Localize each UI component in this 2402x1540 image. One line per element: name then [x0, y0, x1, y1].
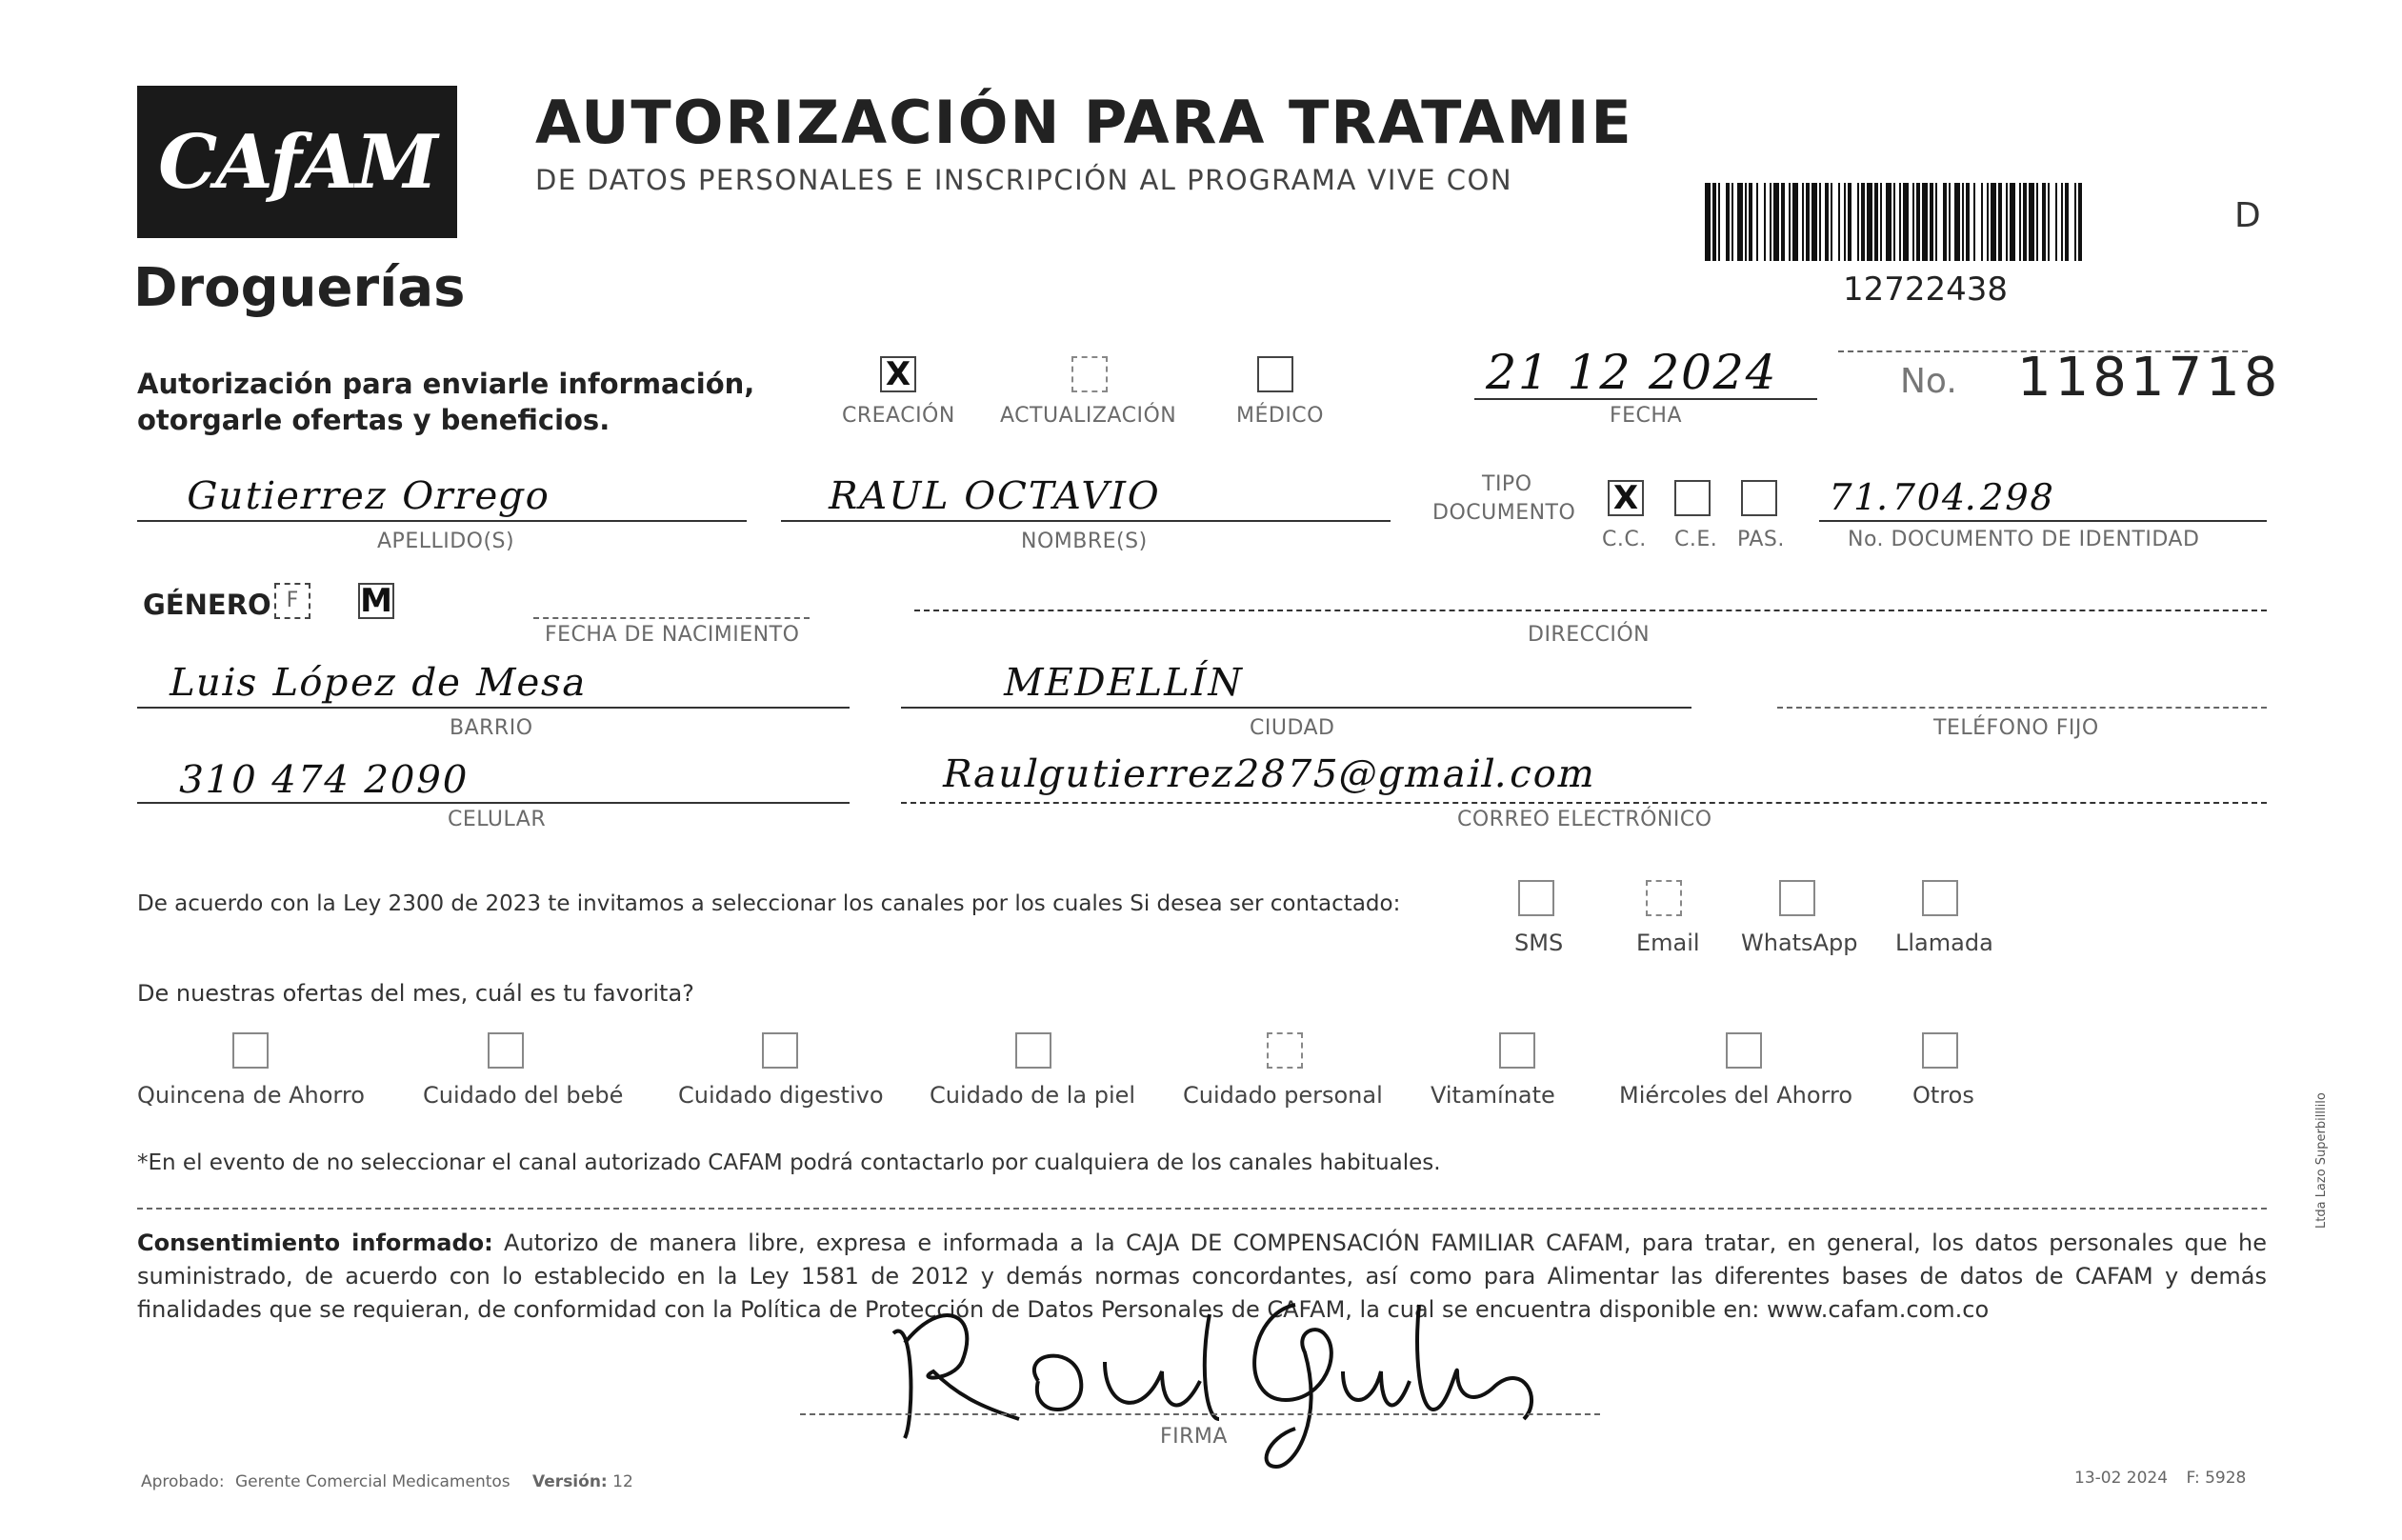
pas-label: PAS.: [1737, 528, 1785, 551]
checkbox-actualizacion[interactable]: [1071, 356, 1108, 392]
barcode-bar: [1802, 183, 1804, 261]
barcode-bar: [1705, 183, 1711, 261]
gender-label: GÉNERO: [143, 589, 271, 621]
footer-form-code: F: 5928: [2186, 1469, 2247, 1488]
ciudad-label: CIUDAD: [1250, 716, 1335, 740]
barcode-bar: [1916, 183, 1920, 261]
form-code-footer: [2074, 1469, 2246, 1488]
barcode-bar: [1880, 183, 1882, 261]
barcode-bar: [1789, 183, 1791, 261]
apellidos-label: APELLIDO(S): [377, 530, 515, 553]
creacion-label: CREACIÓN: [842, 404, 955, 428]
authorization-line-2: otorgarle ofertas y beneficios.: [137, 404, 611, 436]
barcode-bar: [2019, 183, 2021, 261]
email-label: CORREO ELECTRÓNICO: [1457, 808, 1712, 831]
no-label: No.: [1900, 362, 1957, 401]
consent-body: Autorizo de manera libre, expresa e informada a la CAJA DE COMPENSACIÓN FAMILIAR CAFAM, para tratar, en general, los datos personales que he suministrado, de acuerdo con lo establecido en la Ley 1581 de 2012 y demás normas concordantes, así como para Alimentar las diferentes bases de datos de CAFAM y demás finalidades que se requieran, de conformidad con la Política de Protección de Datos Personales de CAFAM, la cual se encuentra disponible en: www.cafam.com.co: [137, 1230, 2267, 1323]
barcode-bar: [1943, 183, 1947, 261]
apellidos-value: Gutierrez Orrego: [182, 474, 556, 518]
checkbox-llamada[interactable]: [1922, 880, 1958, 916]
celular-value: 310 474 2090: [174, 758, 473, 802]
checkbox-offer-6[interactable]: [1499, 1032, 1535, 1069]
offer-label-6: Vitamínate: [1431, 1082, 1555, 1109]
offers-question: De nuestras ofertas del mes, cuál es tu favorita?: [137, 980, 694, 1007]
address-line: [914, 610, 2267, 611]
barcode-bar: [1792, 183, 1798, 261]
page-title: AUTORIZACIÓN PARA TRATAMIE: [535, 88, 1633, 157]
authorization-text: [137, 366, 754, 438]
checkbox-ce[interactable]: [1674, 480, 1711, 516]
ce-label: C.E.: [1674, 528, 1718, 551]
barcode-bar: [1966, 183, 1970, 261]
gender-f-mark: F: [286, 589, 299, 612]
barcode-bar: [1812, 183, 1817, 261]
cc-label: C.C.: [1602, 528, 1647, 551]
doc-number-label: No. DOCUMENTO DE IDENTIDAD: [1848, 528, 2200, 551]
barcode-bar: [1874, 183, 1878, 261]
barcode-bar: [2048, 183, 2050, 261]
barcode-bar: [1930, 183, 1933, 261]
barcode-bar: [1987, 183, 1989, 261]
doc-number-line: [1819, 520, 2267, 522]
barcode-bar: [1838, 183, 1840, 261]
ciudad-line: [901, 707, 1691, 709]
barcode-bar: [1922, 183, 1928, 261]
barcode-bar: [2006, 183, 2008, 261]
barcode-bar: [2042, 183, 2046, 261]
offer-label-5: Cuidado personal: [1183, 1082, 1383, 1109]
channels-question: De acuerdo con la Ley 2300 de 2023 te invitamos a seleccionar los canales por los cuales Si desea ser contactado:: [137, 891, 1401, 916]
version-label: Versión:: [532, 1472, 608, 1491]
barcode-bar: [1825, 183, 1829, 261]
checkbox-email[interactable]: [1646, 880, 1682, 916]
barcode-bar: [1848, 183, 1852, 261]
email-line: [901, 802, 2267, 804]
nombres-label: NOMBRE(S): [1021, 530, 1148, 553]
email-value: Raulgutierrez2875@gmail.com: [938, 752, 1602, 796]
apellidos-line: [137, 520, 747, 522]
date-value: 21 12 2024: [1479, 345, 1784, 400]
barcode-bar: [1903, 183, 1909, 261]
approved-by: Gerente Comercial Medicamentos: [234, 1472, 510, 1491]
barcode-bar: [1819, 183, 1821, 261]
form-number: 1181718: [2017, 347, 2282, 409]
corner-letter: D: [2234, 196, 2261, 235]
checkbox-offer-7[interactable]: [1726, 1032, 1762, 1069]
birth-label: FECHA DE NACIMIENTO: [545, 623, 800, 647]
checkbox-pas[interactable]: [1741, 480, 1777, 516]
birth-line: [533, 617, 810, 619]
checkbox-offer-3[interactable]: [762, 1032, 798, 1069]
checkbox-medico[interactable]: [1257, 356, 1293, 392]
approved-prefix: Aprobado:: [141, 1472, 225, 1491]
barcode-bar: [2010, 183, 2015, 261]
checkbox-offer-1[interactable]: [232, 1032, 269, 1069]
barcode-bar: [1712, 183, 1716, 261]
barcode-bar: [1731, 183, 1733, 261]
llamada-label: Llamada: [1895, 930, 1993, 956]
barcode-bar: [1998, 183, 2002, 261]
barrio-line: [137, 707, 850, 709]
barcode-bar: [1912, 183, 1914, 261]
barcode-bar: [1844, 183, 1846, 261]
barrio-label: BARRIO: [450, 716, 533, 740]
barcode-bar: [1737, 183, 1743, 261]
barcode-bar: [2036, 183, 2038, 261]
whatsapp-label: WhatsApp: [1741, 930, 1858, 956]
signature-signed-text: Raul Gutierrez: [1257, 1475, 1271, 1476]
barcode-bar: [1756, 183, 1758, 261]
date-label: FECHA: [1610, 404, 1683, 428]
barcode-bar: [1935, 183, 1937, 261]
offer-label-4: Cuidado de la piel: [930, 1082, 1136, 1109]
barcode-bar: [2029, 183, 2034, 261]
barcode-bar: [1981, 183, 1983, 261]
barcode-bar: [1781, 183, 1785, 261]
note-separator: [137, 1208, 2267, 1210]
doc-number-value: 71.704.298: [1824, 476, 2060, 518]
footer-date-code: 13-02 2024: [2074, 1469, 2169, 1488]
actualizacion-label: ACTUALIZACIÓN: [1000, 404, 1177, 428]
barcode-bar: [2074, 183, 2076, 261]
barcode-bar: [1770, 183, 1771, 261]
celular-line: [137, 802, 850, 804]
signature-line: [800, 1413, 1600, 1415]
consent-title: Consentimiento informado:: [137, 1230, 493, 1256]
barcode-bar: [1745, 183, 1747, 261]
checkbox-offer-8[interactable]: [1922, 1032, 1958, 1069]
barcode-bar: [1857, 183, 1859, 261]
checkbox-offer-4[interactable]: [1015, 1032, 1051, 1069]
authorization-line-1: Autorización para enviarle información,: [137, 368, 755, 400]
barcode-bar: [1893, 183, 1895, 261]
barcode-bar: [1831, 183, 1832, 261]
checkbox-offer-5[interactable]: [1267, 1032, 1303, 1069]
sms-label: SMS: [1514, 930, 1564, 956]
offer-label-3: Cuidado digestivo: [678, 1082, 884, 1109]
approval-footer: [141, 1472, 633, 1491]
barcode-bar: [1867, 183, 1872, 261]
offer-label-8: Otros: [1912, 1082, 1974, 1109]
side-vertical-text: Ltda Lazo Superbilllilo: [2314, 1092, 2329, 1229]
page-subtitle: DE DATOS PERSONALES E INSCRIPCIÓN AL PROGRAMA VIVE CON: [535, 164, 1513, 196]
offer-label-2: Cuidado del bebé: [423, 1082, 624, 1109]
barcode-bar: [1773, 183, 1779, 261]
barcode-bar: [1861, 183, 1865, 261]
logo-text: CAfAM: [158, 118, 436, 206]
barcode-bar: [2078, 183, 2082, 261]
cafam-logo: [137, 86, 457, 238]
nombres-value: RAUL OCTAVIO: [824, 474, 1166, 518]
nombres-line: [781, 520, 1391, 522]
checkbox-cc-mark: X: [1612, 479, 1639, 517]
barcode-bar: [1973, 183, 1975, 261]
barcode-bar: [1749, 183, 1752, 261]
barcode-bar: [2061, 183, 2063, 261]
barcode-bar: [1991, 183, 1996, 261]
brand-subtitle: Droguerías: [133, 257, 466, 319]
checkbox-offer-2[interactable]: [488, 1032, 524, 1069]
telefono-line: [1777, 707, 2267, 709]
tipo-doc-label-1: TIPO: [1482, 472, 1532, 496]
offer-label-7: Miércoles del Ahorro: [1619, 1082, 1853, 1109]
date-line: [1474, 398, 1817, 400]
checkbox-sms[interactable]: [1518, 880, 1554, 916]
default-channel-note: *En el evento de no seleccionar el canal autorizado CAFAM podrá contactarlo por cualquiera de los canales habituales.: [137, 1150, 1441, 1175]
barcode-bar: [1726, 183, 1730, 261]
barcode-bar: [1806, 183, 1810, 261]
checkbox-whatsapp[interactable]: [1779, 880, 1815, 916]
email-channel-label: Email: [1636, 930, 1700, 956]
signature-label: FIRMA: [1160, 1425, 1228, 1449]
barcode-bar: [2023, 183, 2027, 261]
barcode: [1705, 183, 2082, 261]
barcode-bar: [2055, 183, 2057, 261]
barcode-bar: [1718, 183, 1720, 261]
medico-label: MÉDICO: [1236, 404, 1324, 428]
barcode-bar: [1954, 183, 1960, 261]
barcode-bar: [1886, 183, 1892, 261]
barcode-bar: [1764, 183, 1766, 261]
celular-label: CELULAR: [448, 808, 547, 831]
barcode-bar: [1949, 183, 1951, 261]
barcode-number: 12722438: [1843, 270, 2009, 309]
barcode-bar: [1962, 183, 1964, 261]
barcode-bar: [1899, 183, 1901, 261]
telefono-label: TELÉFONO FIJO: [1933, 716, 2099, 740]
address-label: DIRECCIÓN: [1528, 623, 1651, 647]
offer-label-1: Quincena de Ahorro: [137, 1082, 365, 1109]
signature-drawing: [876, 1276, 1610, 1476]
barrio-value: Luis López de Mesa: [165, 661, 592, 705]
gender-m-mark: M: [360, 582, 392, 620]
tipo-doc-label-2: DOCUMENTO: [1432, 501, 1576, 525]
ciudad-value: MEDELLÍN: [999, 661, 1249, 705]
checkbox-creacion-mark: X: [885, 355, 911, 393]
barcode-bar: [2065, 183, 2069, 261]
version-value: 12: [612, 1472, 633, 1491]
